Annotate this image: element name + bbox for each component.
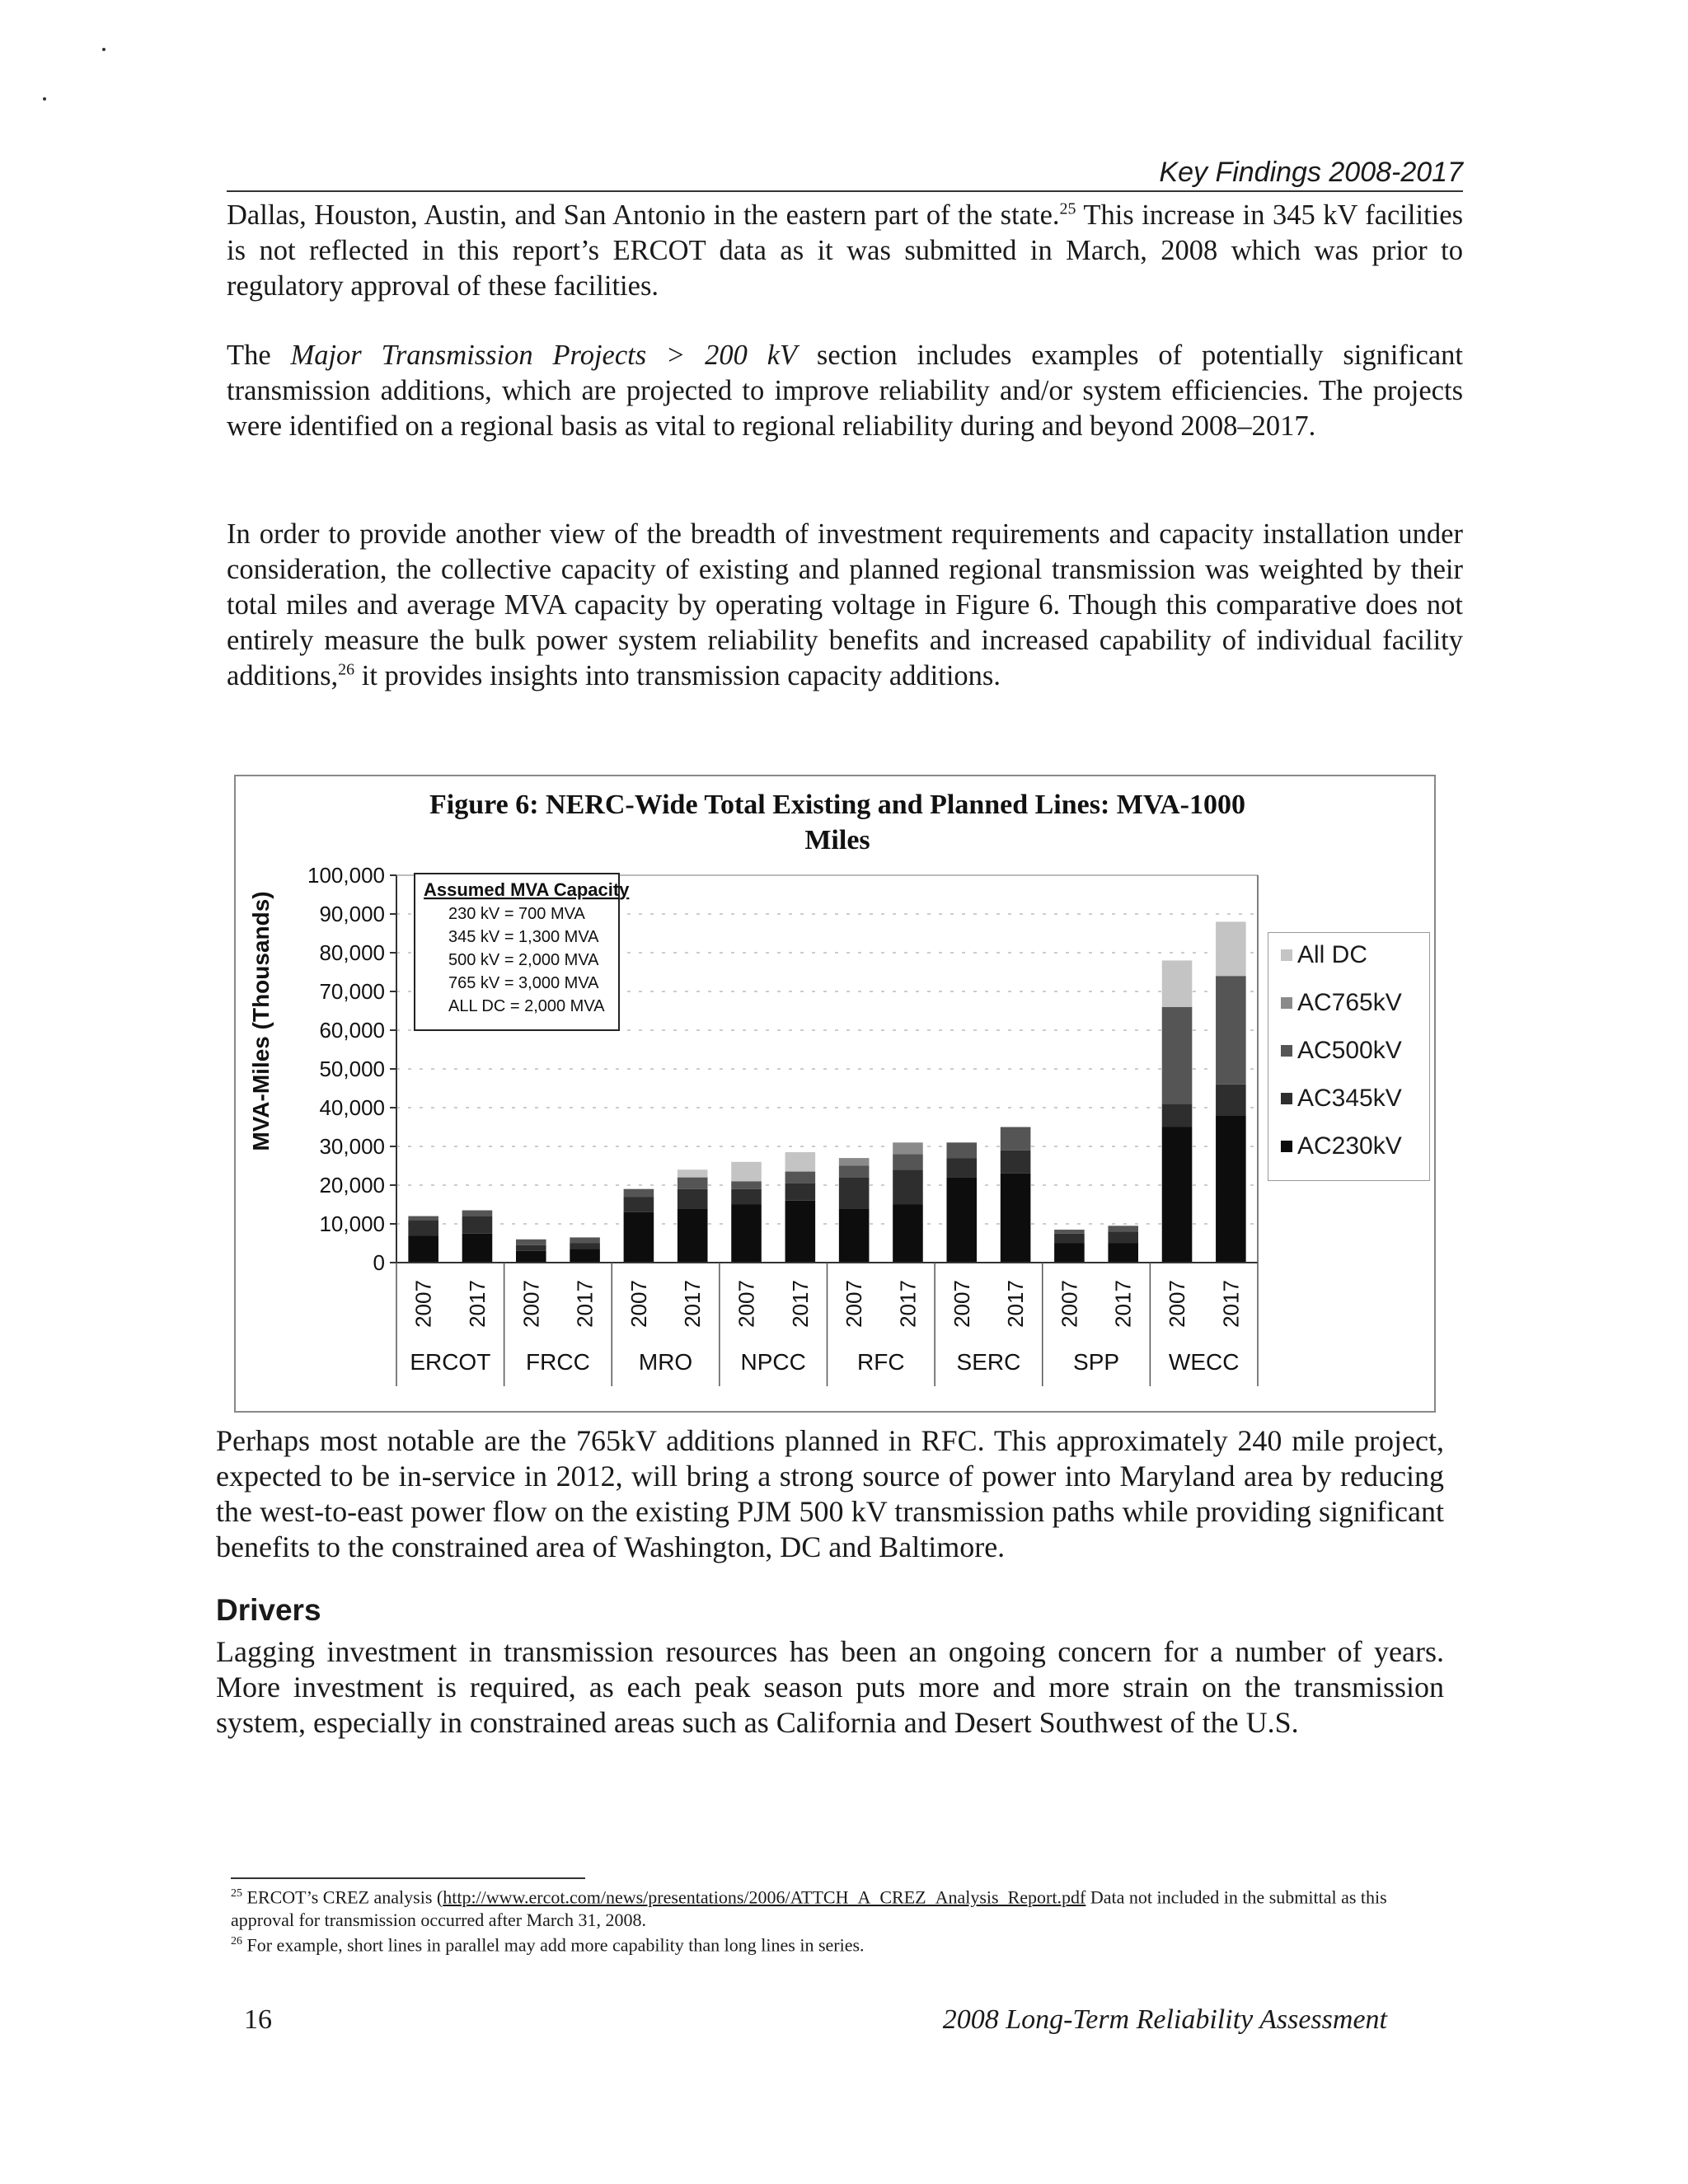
y-tick-label: 80,000 — [319, 940, 385, 965]
bar-ac230kv-mro-2017 — [678, 1208, 708, 1263]
y-tick-label: 50,000 — [319, 1057, 385, 1081]
y-tick-label: 100,000 — [307, 863, 385, 888]
x-tick-label-year: 2007 — [734, 1280, 759, 1328]
bar-ac345kv-rfc-2017 — [893, 1169, 923, 1204]
bar-ac230kv-rfc-2007 — [839, 1208, 870, 1263]
legend-swatch-icon — [1281, 1045, 1292, 1057]
bar-ac345kv-mro-2017 — [678, 1189, 708, 1209]
x-tick-label-year: 2007 — [518, 1280, 544, 1328]
bar-ac345kv-mro-2007 — [624, 1197, 654, 1212]
y-tick-label: 10,000 — [319, 1212, 385, 1236]
report-title: 2008 Long-Term Reliability Assessment — [942, 2004, 1387, 2035]
bar-ac345kv-spp-2017 — [1108, 1231, 1138, 1243]
bar-ac500kv-frcc-2007 — [516, 1240, 546, 1245]
footnote-ref-25: 25 — [1059, 199, 1076, 218]
y-tick-label: 40,000 — [319, 1095, 385, 1120]
paragraph-2: The Major Transmission Projects > 200 kV section includes examples of potentially significant transmission additions, which are projected to improve reliability and/or system efficiencies. The projects were identified on a regional basis as vital to regional reliability during and beyond 2008–2017. — [227, 340, 1464, 442]
bar-alldc-mro-2017 — [678, 1169, 708, 1177]
bar-ac230kv-frcc-2007 — [516, 1251, 546, 1263]
y-tick-label: 0 — [373, 1250, 385, 1275]
bar-ac230kv-serc-2017 — [1001, 1174, 1031, 1263]
bar-ac500kv-mro-2007 — [624, 1189, 654, 1197]
bar-ac500kv-spp-2007 — [1054, 1230, 1085, 1234]
note-line-765: 765 kV = 3,000 MVA — [448, 974, 599, 992]
bar-ac345kv-npcc-2017 — [785, 1183, 816, 1201]
bar-ac500kv-ercot-2007 — [408, 1216, 438, 1221]
x-tick-label-year: 2017 — [895, 1280, 921, 1328]
section-title-drivers: Drivers — [216, 1593, 321, 1627]
y-tick-label: 20,000 — [319, 1173, 385, 1197]
bar-ac345kv-wecc-2007 — [1162, 1104, 1193, 1127]
bar-ac345kv-serc-2007 — [946, 1158, 977, 1178]
paragraph-3: In order to provide another view of the breadth of investment requirements and capacity installation under consideration, the collective capacity of existing and planned regional transmission was weighted by their total miles and average MVA capacity by operating voltage in Figure 6. Though this comparative does not entirely measure the bulk power system reliability benefits and increased capability of individual facility additions,$^{26}$ it provides insights into transmission capacity additions. — [227, 518, 1463, 691]
legend-swatch-icon — [1281, 1093, 1292, 1104]
chart-title-line2: Miles — [804, 825, 870, 855]
bar-ac765kv-rfc-2007 — [839, 1158, 870, 1165]
bar-ac345kv-frcc-2017 — [570, 1244, 600, 1249]
bar-ac345kv-wecc-2017 — [1216, 1085, 1246, 1116]
region-label-rfc: RFC — [857, 1349, 905, 1375]
bar-ac230kv-wecc-2017 — [1216, 1115, 1246, 1263]
bar-alldc-npcc-2017 — [785, 1152, 816, 1172]
bar-alldc-npcc-2007 — [731, 1162, 762, 1182]
bar-ac230kv-rfc-2017 — [893, 1205, 923, 1263]
x-tick-label-year: 2017 — [787, 1280, 813, 1328]
x-tick-label-year: 2007 — [1057, 1280, 1082, 1328]
bar-ac345kv-npcc-2007 — [731, 1189, 762, 1205]
bar-alldc-wecc-2017 — [1216, 921, 1246, 976]
bar-ac230kv-ercot-2017 — [462, 1234, 493, 1263]
x-tick-label-year: 2007 — [1165, 1280, 1190, 1328]
y-tick-label: 90,000 — [319, 902, 385, 926]
x-tick-label-year: 2017 — [1003, 1280, 1029, 1328]
note-line-dc: ALL DC = 2,000 MVA — [448, 997, 605, 1015]
bar-ac500kv-rfc-2017 — [893, 1154, 923, 1169]
x-tick-label-year: 2007 — [949, 1280, 974, 1328]
legend-item-all-dc: All DC — [1281, 941, 1367, 969]
x-tick-label-year: 2007 — [410, 1280, 436, 1328]
bar-ac500kv-npcc-2007 — [731, 1181, 762, 1188]
bar-ac500kv-wecc-2017 — [1216, 976, 1246, 1085]
bar-ac230kv-spp-2007 — [1054, 1244, 1085, 1263]
legend-item-ac230kv: AC230kV — [1281, 1132, 1402, 1160]
bar-ac230kv-frcc-2017 — [570, 1249, 600, 1263]
legend-item-ac345kv: AC345kV — [1281, 1085, 1402, 1113]
legend-swatch-icon — [1281, 949, 1292, 961]
bar-ac500kv-spp-2017 — [1108, 1226, 1138, 1231]
figure-6 — [234, 775, 1436, 1413]
paragraph-5: Lagging investment in transmission resources has been an ongoing concern for a number of years. More investment is required, as each peak season puts more and more strain on the transmission system, especially in constrained areas such as California and Desert Southwest of the U.S. — [216, 1635, 1444, 1739]
chart-legend — [1268, 932, 1430, 1181]
bar-ac500kv-ercot-2017 — [462, 1211, 493, 1216]
bar-ac230kv-spp-2017 — [1108, 1244, 1138, 1263]
legend-swatch-icon — [1281, 997, 1292, 1009]
assumed-capacity-note — [415, 874, 630, 1030]
scan-dot — [102, 48, 106, 51]
bar-ac230kv-wecc-2007 — [1162, 1127, 1193, 1263]
bar-ac230kv-npcc-2017 — [785, 1201, 816, 1263]
bar-ac345kv-ercot-2017 — [462, 1216, 493, 1234]
bar-ac345kv-spp-2007 — [1054, 1234, 1085, 1244]
note-line-230: 230 kV = 700 MVA — [448, 905, 585, 923]
region-label-npcc: NPCC — [740, 1349, 806, 1375]
footnote-25: $^{25}$ ERCOT’s CREZ analysis (http://www.ercot.com/news/presentations/2006/ATTCH_A_CREZ_Analysis_Report.pdf Data not included in the submittal as this approval for transmission occurred after March 31, 2008. — [231, 1886, 1387, 1931]
legend-item-ac765kv: AC765kV — [1281, 989, 1402, 1017]
chart-y-axis-label: MVA-Miles (Thousands) — [248, 891, 274, 1151]
x-tick-label-year: 2017 — [464, 1280, 490, 1328]
legend-swatch-icon — [1281, 1141, 1292, 1152]
bar-ac345kv-ercot-2007 — [408, 1220, 438, 1235]
bar-ac500kv-wecc-2007 — [1162, 1007, 1193, 1104]
bar-alldc-wecc-2007 — [1162, 960, 1193, 1006]
footnote-ref-26: 26 — [338, 660, 355, 679]
running-header: Key Findings 2008-2017 — [227, 157, 1463, 192]
bar-ac230kv-ercot-2007 — [408, 1235, 438, 1263]
bar-ac500kv-frcc-2017 — [570, 1237, 600, 1243]
bar-ac230kv-serc-2007 — [946, 1178, 977, 1263]
region-label-spp: SPP — [1073, 1349, 1120, 1375]
bar-ac765kv-rfc-2017 — [893, 1142, 923, 1154]
region-label-wecc: WECC — [1168, 1349, 1240, 1375]
region-label-frcc: FRCC — [526, 1349, 590, 1375]
x-tick-label-year: 2017 — [1110, 1280, 1136, 1328]
region-label-mro: MRO — [638, 1349, 693, 1375]
bar-ac230kv-npcc-2007 — [731, 1205, 762, 1263]
bar-ac500kv-serc-2007 — [946, 1142, 977, 1158]
section-reference: Major Transmission Projects > 200 kV — [290, 340, 798, 371]
region-label-ercot: ERCOT — [410, 1349, 491, 1375]
page-number: 16 — [244, 2004, 272, 2035]
y-tick-label: 70,000 — [319, 979, 385, 1004]
x-tick-label-year: 2017 — [680, 1280, 706, 1328]
bar-ac345kv-rfc-2007 — [839, 1178, 870, 1209]
chart-title-line1: Figure 6: NERC-Wide Total Existing and Planned Lines: MVA-1000 — [429, 790, 1245, 820]
bar-ac500kv-npcc-2017 — [785, 1172, 816, 1183]
x-tick-label-year: 2007 — [626, 1280, 651, 1328]
x-tick-label-year: 2007 — [842, 1280, 867, 1328]
bar-ac500kv-serc-2017 — [1001, 1127, 1031, 1151]
bar-ac345kv-frcc-2007 — [516, 1245, 546, 1251]
note-line-500: 500 kV = 2,000 MVA — [448, 951, 599, 969]
paragraph-1: Dallas, Houston, Austin, and San Antonio in the eastern part of the state.$^{25}$ This increase in 345 kV facilities is not reflected in this report’s ERCOT data as it was submitted in March, 2008 which was prior to regulatory approval of these facilities. — [227, 199, 1463, 302]
bar-ac345kv-serc-2017 — [1001, 1151, 1031, 1174]
note-line-345: 345 kV = 1,300 MVA — [448, 928, 599, 946]
footnote-26: $^{26}$ For example, short lines in parallel may add more capability than long lines in series. — [231, 1934, 865, 1956]
bar-ac500kv-mro-2017 — [678, 1178, 708, 1189]
region-label-serc: SERC — [956, 1349, 1021, 1375]
legend-item-ac500kv: AC500kV — [1281, 1037, 1402, 1065]
footnote-link[interactable]: http://www.ercot.com/news/presentations/2006/ATTCH_A_CREZ_Analysis_Report.pdf — [443, 1886, 1086, 1908]
scan-dot — [43, 97, 46, 101]
bar-ac500kv-rfc-2007 — [839, 1166, 870, 1178]
x-tick-label-year: 2017 — [572, 1280, 598, 1328]
bar-ac230kv-mro-2007 — [624, 1212, 654, 1263]
y-tick-label: 30,000 — [319, 1134, 385, 1159]
footnote-rule — [231, 1877, 585, 1879]
x-tick-label-year: 2017 — [1218, 1280, 1244, 1328]
paragraph-4: Perhaps most notable are the 765kV additions planned in RFC. This approximately 240 mile project, expected to be in-service in 2012, will bring a strong source of power into Maryland area by reducing the west-to-east power flow on the existing PJM 500 kV transmission paths while providing significant benefits to the constrained area of Washington, DC and Baltimore. — [216, 1424, 1444, 1563]
figure-6-chart — [236, 776, 1434, 1411]
y-tick-label: 60,000 — [319, 1018, 385, 1043]
note-title: Assumed MVA Capacity — [424, 879, 630, 900]
